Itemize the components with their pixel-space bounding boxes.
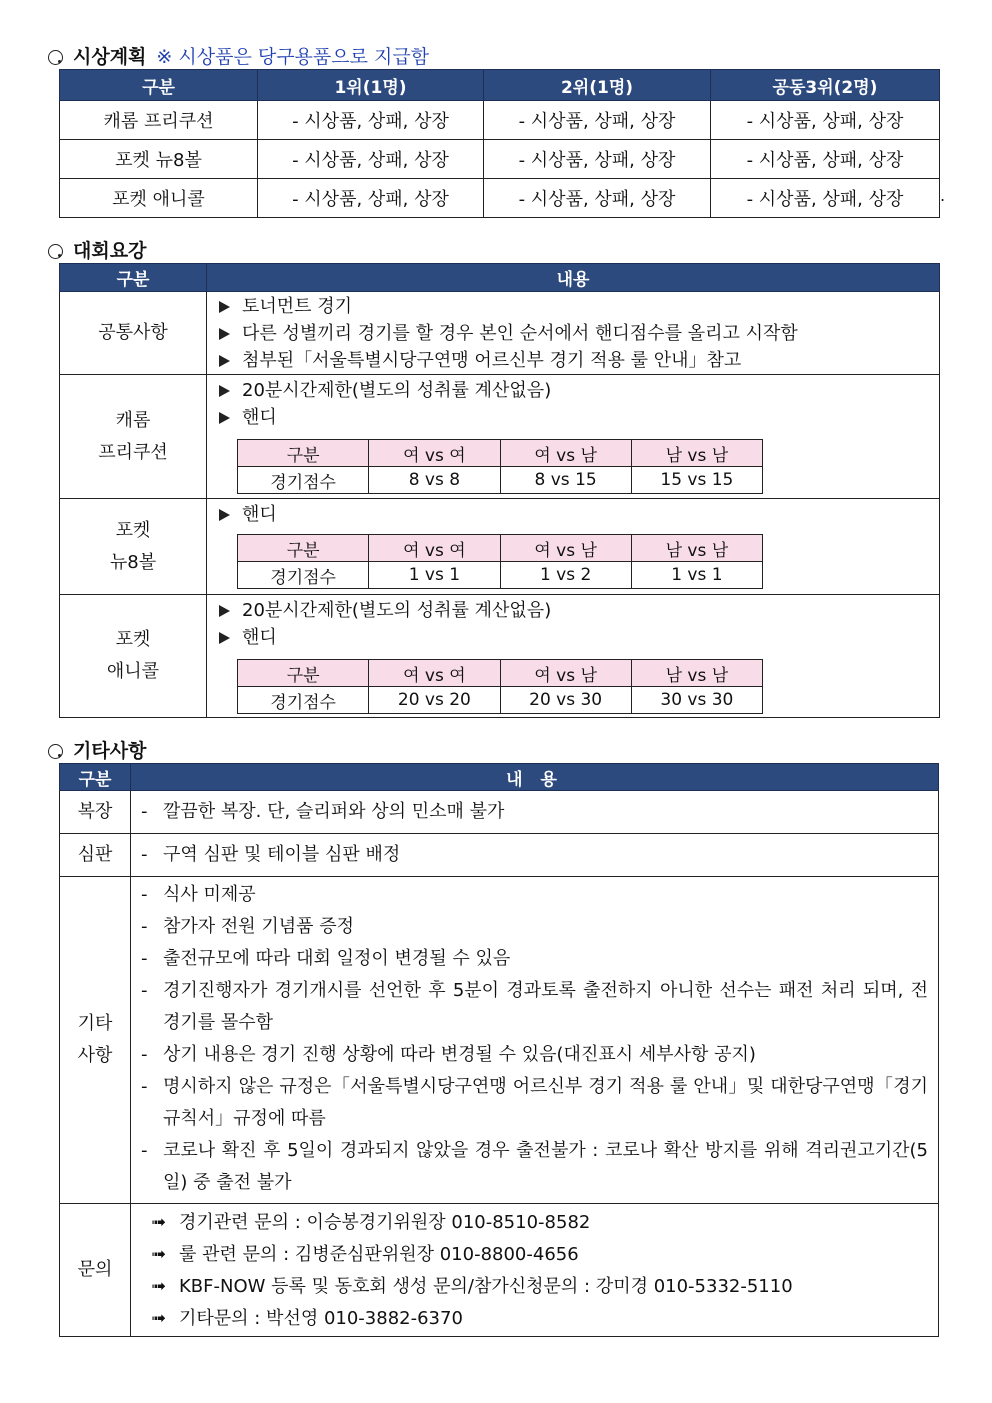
- table-row: [60, 179, 940, 218]
- table-cell: - 시상품, 상패, 상장: [258, 140, 484, 179]
- list-item: [219, 320, 939, 347]
- row-label: 공통사항: [60, 292, 207, 375]
- mini-cell: 경기점수: [238, 467, 369, 494]
- rules-row-new8: [60, 499, 940, 595]
- item-text: 룰 관련 문의 : 김병준심판위원장 010-8800-4656: [179, 1244, 579, 1265]
- mini-header-cell: 남 vs 남: [631, 535, 762, 562]
- rules-row-anycall: [60, 595, 940, 718]
- triangle-bullet-icon: [219, 605, 230, 617]
- item-text: 20분시간제한(별도의 성취률 계산없음): [242, 380, 552, 401]
- item-text: 경기관련 문의 : 이승봉경기위원장 010-8510-8582: [179, 1212, 591, 1233]
- header-cell: 공동3위(2명): [711, 70, 940, 101]
- rules-row-carom: [60, 375, 940, 499]
- table-row: [60, 140, 940, 179]
- row-label: [60, 877, 131, 1204]
- row-label-line: 기타: [77, 1013, 113, 1034]
- arrow-bullet-icon: ➟: [151, 1212, 167, 1233]
- row-label-line: 캐롬: [115, 409, 151, 431]
- item-text: 20분시간제한(별도의 성취률 계산없음): [242, 600, 552, 621]
- list-item: - 구역 심판 및 테이블 심판 배정: [141, 839, 928, 871]
- item-text: 코로나 확진 후 5일이 경과되지 않았을 경우 출전불가 : 코로나 확산 방지를 위해 격리권고기간(5일) 중 출전 불가: [163, 1140, 928, 1193]
- mini-header-cell: 남 vs 남: [631, 440, 762, 467]
- mini-cell: 1 vs 1: [369, 562, 500, 589]
- row-label: [60, 595, 207, 718]
- item-text: 구역 심판 및 테이블 심판 배정: [163, 844, 401, 865]
- header-cell: 1위(1명): [258, 70, 484, 101]
- row-label-line: 포켓: [115, 629, 151, 650]
- award-table: [59, 69, 940, 218]
- handicap-table: [237, 534, 763, 589]
- triangle-bullet-icon: [219, 509, 230, 521]
- mini-header-cell: 여 vs 남: [500, 440, 631, 467]
- item-text: 명시하지 않은 규정은「서울특별시당구연맹 어르신부 경기 적용 룰 안내」및 대한당구연맹「경기규칙서」규정에 따름: [163, 1076, 928, 1129]
- header-cell: 내용: [207, 264, 940, 292]
- list-item: [219, 377, 939, 404]
- misc-row-inquiry: [60, 1204, 939, 1337]
- item-text: 첨부된「서울특별시당구연맹 어르신부 경기 적용 룰 안내」참고: [242, 349, 742, 371]
- table-row: [60, 101, 940, 140]
- row-label-line: 뉴8볼: [109, 551, 157, 573]
- mini-header-cell: 여 vs 남: [500, 535, 631, 562]
- table-cell: - 시상품, 상패, 상장: [711, 140, 940, 179]
- triangle-bullet-icon: [219, 412, 230, 424]
- item-text: 깔끔한 복장. 단, 슬리퍼와 상의 민소매 불가: [163, 801, 505, 822]
- mini-cell: 15 vs 15: [631, 467, 762, 494]
- section-misc-title: [48, 736, 146, 763]
- list-item: - 출전규모에 따라 대회 일정이 변경될 수 있음: [141, 943, 928, 975]
- list-item: [219, 597, 939, 624]
- row-label: [60, 499, 207, 595]
- mini-header-cell: 여 vs 여: [369, 535, 500, 562]
- row-label-line: 사항: [77, 1045, 113, 1066]
- table-cell: - 시상품, 상패, 상장: [484, 179, 711, 218]
- list-item: [219, 293, 939, 320]
- list-item: [219, 404, 939, 431]
- award-table-header: [60, 70, 940, 101]
- circle-bullet-icon: [48, 744, 63, 759]
- arrow-bullet-icon: ➟: [151, 1244, 167, 1265]
- triangle-bullet-icon: [219, 355, 230, 367]
- circle-bullet-icon: [48, 244, 63, 259]
- item-text: 경기진행자가 경기개시를 선언한 후 5분이 경과토록 출전하지 아니한 선수는 패전 처리 되며, 전 경기를 몰수함: [163, 980, 928, 1033]
- mini-header-cell: 여 vs 여: [369, 660, 500, 687]
- table-cell: - 시상품, 상패, 상장: [484, 140, 711, 179]
- list-item: [141, 1303, 928, 1335]
- item-text: 토너먼트 경기: [242, 295, 353, 317]
- arrow-bullet-icon: ➟: [151, 1308, 167, 1329]
- award-note: ※ 시상품은 당구용품으로 지급함: [156, 46, 430, 68]
- item-text: 핸디: [242, 627, 277, 648]
- mini-header-cell: 여 vs 여: [369, 440, 500, 467]
- row-label: 심판: [60, 834, 131, 877]
- circle-bullet-icon: [48, 50, 63, 65]
- list-item: - 코로나 확진 후 5일이 경과되지 않았을 경우 출전불가 : 코로나 확산 방지를 위해 격리권고기간(5일) 중 출전 불가: [141, 1135, 928, 1199]
- rules-row-common: [60, 292, 940, 375]
- header-cell: 구분: [60, 764, 131, 791]
- list-item: - 경기진행자가 경기개시를 선언한 후 5분이 경과토록 출전하지 아니한 선수는 패전 처리 되며, 전 경기를 몰수함: [141, 975, 928, 1039]
- mini-header-cell: 구분: [238, 660, 369, 687]
- misc-row-referee: [60, 834, 939, 877]
- item-text: 출전규모에 따라 대회 일정이 변경될 수 있음: [163, 948, 511, 969]
- mini-cell: 1 vs 2: [500, 562, 631, 589]
- section-title-text: 대회요강: [73, 240, 147, 262]
- item-text: 참가자 전원 기념품 증정: [163, 916, 355, 937]
- list-item: - 참가자 전원 기념품 증정: [141, 911, 928, 943]
- item-text: 상기 내용은 경기 진행 상황에 따라 변경될 수 있음(대진표시 세부사항 공지): [163, 1044, 756, 1065]
- mini-cell: 8 vs 15: [500, 467, 631, 494]
- item-text: KBF-NOW 등록 및 동호회 생성 문의/참가신청문의 : 강미경 010-5332-5110: [179, 1276, 793, 1297]
- header-cell: 구분: [60, 70, 258, 101]
- row-label-line: 포켓: [115, 519, 151, 541]
- mini-header-cell: 구분: [238, 440, 369, 467]
- mini-cell: 경기점수: [238, 562, 369, 589]
- list-item: [219, 624, 939, 651]
- mini-cell: 경기점수: [238, 687, 369, 714]
- mini-cell: 1 vs 1: [631, 562, 762, 589]
- triangle-bullet-icon: [219, 301, 230, 313]
- list-item: [141, 1271, 928, 1303]
- mini-cell: 30 vs 30: [631, 687, 762, 714]
- list-item: - 식사 미제공: [141, 879, 928, 911]
- trailing-dot: .: [940, 186, 946, 205]
- triangle-bullet-icon: [219, 632, 230, 644]
- mini-header-cell: 구분: [238, 535, 369, 562]
- misc-table: [59, 763, 939, 1337]
- list-item: [141, 1239, 928, 1271]
- item-text: 핸디: [242, 407, 277, 428]
- table-cell: - 시상품, 상패, 상장: [484, 101, 711, 140]
- triangle-bullet-icon: [219, 385, 230, 397]
- mini-cell: 20 vs 20: [369, 687, 500, 714]
- mini-cell: 20 vs 30: [500, 687, 631, 714]
- handicap-table: [237, 439, 763, 494]
- header-cell: 구분: [60, 264, 207, 292]
- table-cell: 포켓 애니콜: [60, 179, 258, 218]
- triangle-bullet-icon: [219, 328, 230, 340]
- item-text: 핸디: [242, 504, 277, 525]
- table-cell: 캐롬 프리쿠션: [60, 101, 258, 140]
- section-award-title: [48, 42, 429, 69]
- section-title-text: 기타사항: [73, 740, 147, 762]
- mini-header-cell: 여 vs 남: [500, 660, 631, 687]
- row-label-line: 프리쿠션: [98, 441, 168, 463]
- misc-row-etc: [60, 877, 939, 1204]
- mini-header-cell: 남 vs 남: [631, 660, 762, 687]
- list-item: [141, 1207, 928, 1239]
- list-item: - 상기 내용은 경기 진행 상황에 따라 변경될 수 있음(대진표시 세부사항 공지): [141, 1039, 928, 1071]
- section-title-text: 시상계획: [73, 46, 147, 68]
- table-cell: - 시상품, 상패, 상장: [258, 179, 484, 218]
- row-label-line: 애니콜: [106, 661, 160, 682]
- handicap-table: [237, 659, 763, 714]
- table-cell: - 시상품, 상패, 상장: [711, 101, 940, 140]
- rules-table: [59, 263, 940, 718]
- item-text: 다른 성별끼리 경기를 할 경우 본인 순서에서 핸디점수를 올리고 시작함: [242, 322, 798, 344]
- list-item: - 명시하지 않은 규정은「서울특별시당구연맹 어르신부 경기 적용 룰 안내」및 대한당구연맹「경기규칙서」규정에 따름: [141, 1071, 928, 1135]
- row-label: 문의: [60, 1204, 131, 1337]
- list-item: - 깔끔한 복장. 단, 슬리퍼와 상의 민소매 불가: [141, 796, 928, 828]
- misc-row-dress: [60, 791, 939, 834]
- item-text: 기타문의 : 박선영 010-3882-6370: [179, 1308, 463, 1329]
- section-rules-title: [48, 236, 146, 263]
- row-label: [60, 375, 207, 499]
- table-cell: - 시상품, 상패, 상장: [258, 101, 484, 140]
- table-cell: 포켓 뉴8볼: [60, 140, 258, 179]
- row-label: 복장: [60, 791, 131, 834]
- header-cell: 2위(1명): [484, 70, 711, 101]
- item-text: 식사 미제공: [163, 884, 256, 905]
- list-item: [219, 501, 939, 528]
- arrow-bullet-icon: ➟: [151, 1276, 167, 1297]
- header-cell: 내 용: [131, 764, 939, 791]
- list-item: [219, 347, 939, 374]
- mini-cell: 8 vs 8: [369, 467, 500, 494]
- table-cell: - 시상품, 상패, 상장: [711, 179, 940, 218]
